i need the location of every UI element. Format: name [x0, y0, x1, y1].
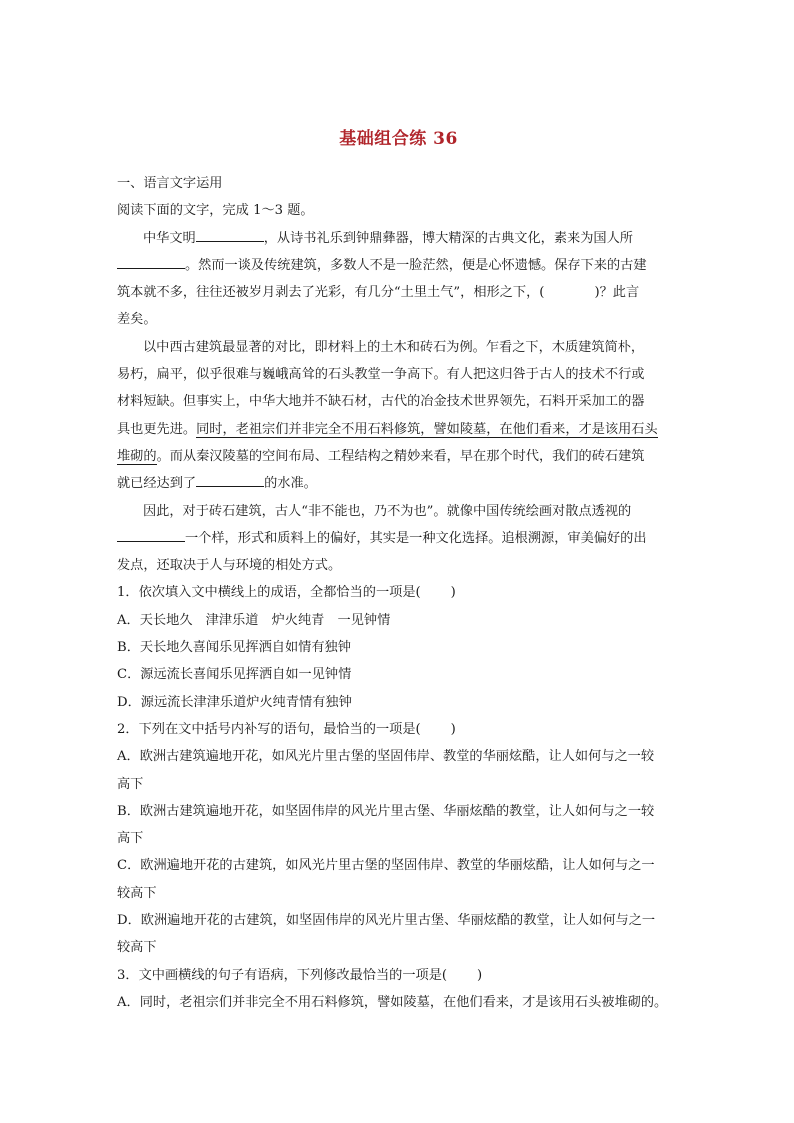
- question-3-option-a: A．同时，老祖宗们并非完全不用石料修筑，譬如陵墓，在他们看来，才是该用石头被堆砌的。: [117, 994, 668, 1010]
- question-text: 1．依次填入文中横线上的成语，全都恰当的一项是(: [117, 585, 421, 601]
- question-2-option-c-cont: 较高下: [117, 885, 157, 901]
- passage-text: 中华文明: [143, 230, 196, 246]
- question-2-option-c: C．欧洲遍地开花的古建筑，如风光片里古堡的坚固伟岸、教堂的华丽炫酷，让人如何与之一: [117, 858, 655, 874]
- passage-p3-line3: 发点，还取决于人与环境的相处方式。: [117, 558, 342, 574]
- passage-p1-line3: [117, 279, 680, 306]
- passage-p2-line1: 以中西古建筑最显著的对比，即材料上的土木和砖石为例。乍看之下，木质建筑简朴，: [143, 339, 645, 355]
- question-text: ): [450, 585, 456, 601]
- passage-p1-line1: [117, 225, 680, 252]
- question-1-option-d: D．源远流长津津乐道炉火纯青情有独钟: [117, 694, 352, 710]
- passage-p1-line2: [117, 252, 680, 279]
- passage-p3-line1: 因此，对于砖石建筑，古人“非不能也，乃不为也”。就像中国传统绘画对散点透视的: [143, 503, 632, 519]
- question-text: ): [477, 967, 483, 983]
- question-1-option-c: C．源远流长喜闻乐见挥洒自如一见钟情: [117, 667, 352, 683]
- question-2-option-d-cont: 较高下: [117, 940, 157, 956]
- question-3-stem: [117, 962, 680, 989]
- passage-text: 一个样，形式和质料上的偏好，其实是一种文化选择。追根溯源，审美偏好的出: [185, 530, 647, 546]
- question-2-option-b: B．欧洲古建筑遍地开花，如坚固伟岸的风光片里古堡、华丽炫酷的教堂，让人如何与之一较: [117, 803, 655, 819]
- fill-blank-4: [117, 527, 185, 542]
- question-text: ): [450, 721, 456, 737]
- passage-text: 就已经达到了: [117, 476, 197, 492]
- question-1-option-a: A．天长地久 津津乐道 炉火纯青 一见钟情: [117, 612, 391, 628]
- question-2-option-b-cont: 高下: [117, 831, 144, 847]
- passage-text: )？此言: [594, 285, 640, 301]
- fill-blank-1: [196, 227, 264, 242]
- reading-instruction: 阅读下面的文字，完成 1～3 题。: [117, 203, 314, 219]
- question-2-option-a-cont: 高下: [117, 776, 144, 792]
- document-body: [117, 170, 680, 1016]
- passage-p2-line6: [117, 470, 680, 497]
- section-heading: 一、语言文字运用: [117, 176, 223, 191]
- question-2-option-d: D．欧洲遍地开花的古建筑，如坚固伟岸的风光片里古堡、华丽炫酷的教堂，让人如何与之一: [117, 913, 656, 929]
- passage-p1-line4: 差矣。: [117, 312, 157, 328]
- fill-blank-3: [196, 472, 264, 487]
- question-1-stem: [117, 579, 680, 606]
- underlined-sentence: 堆砌的: [117, 448, 157, 464]
- question-text: 3．文中画横线的句子有语病，下列修改最恰当的一项是(: [117, 967, 448, 983]
- passage-p2-line4: [117, 416, 680, 443]
- passage-text: 筑本就不多，往往还被岁月剥去了光彩，有几分“土里土气”，相形之下，(: [117, 285, 545, 301]
- passage-p2-line2: 易朽，扁平，似乎很难与巍峨高耸的石头教堂一争高下。有人把这归咎于古人的技术不行或: [117, 367, 645, 383]
- question-2-stem: [117, 716, 680, 743]
- passage-text: 具也更先进。: [117, 421, 197, 437]
- passage-p3-line2: [117, 525, 680, 552]
- passage-text: 。而从秦汉陵墓的空间布局、工程结构之精妙来看，早在那个时代，我们的砖石建筑: [156, 448, 645, 464]
- passage-text: 。然而一谈及传统建筑，多数人不是一脸茫然，便是心怀遗憾。保存下来的古建: [185, 257, 647, 273]
- passage-p2-line3: 材料短缺。但事实上，中华大地并不缺石材，古代的冶金技术世界领先，石料开采加工的器: [117, 394, 645, 410]
- underlined-sentence: 同时，老祖宗们并非完全不用石料修筑，譬如陵墓，在他们看来，才是该用石头: [196, 421, 658, 437]
- passage-p2-line5: [117, 443, 680, 470]
- question-1-option-b: B．天长地久喜闻乐见挥洒自如情有独钟: [117, 640, 351, 656]
- question-2-option-a: A．欧洲古建筑遍地开花，如风光片里古堡的坚固伟岸、教堂的华丽炫酷，让人如何与之一较: [117, 749, 655, 765]
- page-title: 基础组合练 36: [339, 129, 458, 149]
- fill-blank-2: [117, 254, 185, 269]
- passage-text: ，从诗书礼乐到钟鼎彝器，博大精深的古典文化，素来为国人所: [263, 230, 633, 246]
- question-text: 2．下列在文中括号内补写的语句，最恰当的一项是(: [117, 721, 421, 737]
- passage-text: 的水准。: [264, 476, 317, 492]
